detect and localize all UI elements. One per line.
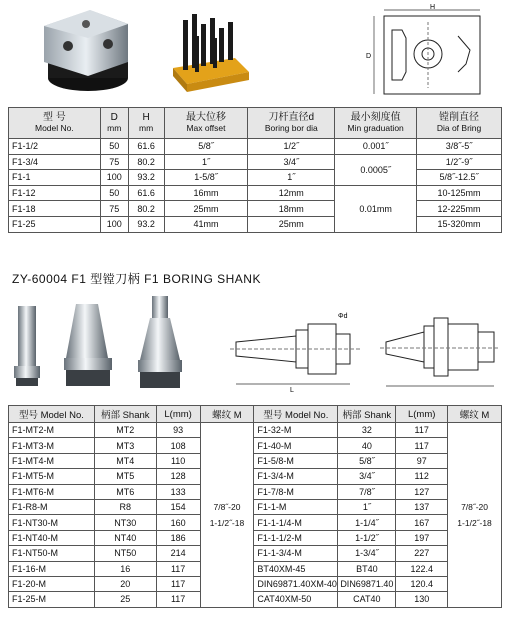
shank-cell: 1-3/4˝ bbox=[338, 546, 396, 561]
col-l: L(mm) bbox=[396, 406, 448, 423]
model-cell: F1-MT4-M bbox=[9, 453, 95, 468]
thread-cell: 7/8˝-20 1-1/2˝-18 bbox=[200, 423, 254, 608]
length-cell: 93 bbox=[156, 423, 200, 438]
length-cell: 117 bbox=[156, 592, 200, 607]
shank-cell: MT4 bbox=[94, 453, 156, 468]
col-shank: 柄部 Shank bbox=[94, 406, 156, 423]
shank-cell: MT6 bbox=[94, 484, 156, 499]
length-cell: 127 bbox=[396, 484, 448, 499]
length-cell: 117 bbox=[396, 438, 448, 453]
shank-cell: 20 bbox=[94, 576, 156, 591]
model-cell: F1-NT50-M bbox=[9, 546, 95, 561]
shank-cell: 1˝ bbox=[338, 499, 396, 514]
table-row bbox=[9, 546, 502, 561]
shank-cell: 25 bbox=[94, 592, 156, 607]
table-row bbox=[9, 469, 502, 484]
shank-cell: CAT40 bbox=[338, 592, 396, 607]
length-cell: 122.4 bbox=[396, 561, 448, 576]
model-cell: F1-1-1/2-M bbox=[254, 530, 338, 545]
boring-head-drawing bbox=[362, 2, 502, 102]
table-header-row bbox=[9, 108, 502, 139]
model-cell: BT40XM-45 bbox=[254, 561, 338, 576]
length-cell: 137 bbox=[396, 499, 448, 514]
length-cell: 112 bbox=[396, 469, 448, 484]
length-cell: 117 bbox=[156, 576, 200, 591]
boring-shank-spec-table bbox=[8, 405, 502, 608]
shank-cell: 7/8˝ bbox=[338, 484, 396, 499]
table-row: F1-25 100 93.2 41mm 25mm 15-320mm bbox=[9, 216, 502, 232]
model-cell: F1-32-M bbox=[254, 423, 338, 438]
table-row bbox=[9, 515, 502, 530]
model-cell: F1-16-M bbox=[9, 561, 95, 576]
model-cell: F1-MT5-M bbox=[9, 469, 95, 484]
model-cell: F1-R8-M bbox=[9, 499, 95, 514]
col-model: 型 号 Model No. bbox=[9, 108, 101, 139]
grad-cell: 0.01mm bbox=[335, 185, 417, 232]
length-cell: 167 bbox=[396, 515, 448, 530]
grad-cell: 0.001˝ bbox=[335, 139, 417, 155]
thread-cell: 7/8˝-20 1-1/2˝-18 bbox=[448, 423, 502, 608]
col-shank: 柄部 Shank bbox=[338, 406, 396, 423]
length-cell: 117 bbox=[396, 423, 448, 438]
length-cell: 130 bbox=[396, 592, 448, 607]
drawing-label-h: H bbox=[430, 4, 436, 11]
shank-drawing-nt bbox=[378, 302, 504, 396]
shank-cell: 40 bbox=[338, 438, 396, 453]
grad-cell: 0.0005˝ bbox=[335, 154, 417, 185]
shank-cell: MT3 bbox=[94, 438, 156, 453]
length-cell: 154 bbox=[156, 499, 200, 514]
length-cell: 186 bbox=[156, 530, 200, 545]
model-cell: F1-MT2-M bbox=[9, 423, 95, 438]
model-cell: CAT40XM-50 bbox=[254, 592, 338, 607]
shank-cell: MT2 bbox=[94, 423, 156, 438]
shank-cell: DIN69871.40 bbox=[338, 576, 396, 591]
model-cell: F1-NT40-M bbox=[9, 530, 95, 545]
table-row bbox=[9, 592, 502, 607]
model-cell: F1-7/8-M bbox=[254, 484, 338, 499]
model-cell: F1-5/8-M bbox=[254, 453, 338, 468]
table-row bbox=[9, 530, 502, 545]
table-row: F1-1 100 93.2 1-5/8˝ 1˝ 5/8˝-12.5˝ bbox=[9, 170, 502, 186]
model-cell: F1-3/4-M bbox=[254, 469, 338, 484]
shank-drawing-taper bbox=[226, 306, 368, 396]
table-row bbox=[9, 576, 502, 591]
col-h: H mm bbox=[128, 108, 164, 139]
model-cell: F1-40-M bbox=[254, 438, 338, 453]
shank-cell: 5/8˝ bbox=[338, 453, 396, 468]
shank-cell: 3/4˝ bbox=[338, 469, 396, 484]
table-row bbox=[9, 499, 502, 514]
length-cell: 160 bbox=[156, 515, 200, 530]
model-cell: F1-MT3-M bbox=[9, 438, 95, 453]
boring-head-spec-table bbox=[8, 107, 502, 233]
col-l: L(mm) bbox=[156, 406, 200, 423]
col-grad: 最小刻度值 Min graduation bbox=[335, 108, 417, 139]
drawing-label-d1: Φd bbox=[338, 313, 348, 320]
model-cell: F1-25-M bbox=[9, 592, 95, 607]
shank-cell: 16 bbox=[94, 561, 156, 576]
model-cell: DIN69871.40XM-40 bbox=[254, 576, 338, 591]
col-bore: 镗削直径 Dia of Bring bbox=[417, 108, 502, 139]
col-model: 型号 Model No. bbox=[9, 406, 95, 423]
shank-cell: MT5 bbox=[94, 469, 156, 484]
shank-cell: NT40 bbox=[94, 530, 156, 545]
length-cell: 110 bbox=[156, 453, 200, 468]
shank-cell: R8 bbox=[94, 499, 156, 514]
length-cell: 197 bbox=[396, 530, 448, 545]
boring-head-photo bbox=[30, 6, 140, 98]
model-cell: F1-1-1/4-M bbox=[254, 515, 338, 530]
length-cell: 97 bbox=[396, 453, 448, 468]
table-header-row bbox=[9, 406, 502, 423]
section-heading: ZY-60004 F1 型镗刀柄 F1 BORING SHANK bbox=[12, 272, 261, 286]
col-model: 型号 Model No. bbox=[254, 406, 338, 423]
col-bar: 刀杆直径d Boring bor dia bbox=[248, 108, 335, 139]
col-thread: 螺纹 M bbox=[448, 406, 502, 423]
length-cell: 227 bbox=[396, 546, 448, 561]
col-thread: 螺纹 M bbox=[200, 406, 254, 423]
table-row: F1-18 75 80.2 25mm 18mm 12-225mm bbox=[9, 201, 502, 217]
model-cell: F1-1-3/4-M bbox=[254, 546, 338, 561]
table-row bbox=[9, 438, 502, 453]
table-row bbox=[9, 453, 502, 468]
table-row bbox=[9, 484, 502, 499]
shank-cell: 1-1/4˝ bbox=[338, 515, 396, 530]
model-cell: F1-MT6-M bbox=[9, 484, 95, 499]
drawing-label-l: L bbox=[290, 387, 294, 394]
length-cell: 133 bbox=[156, 484, 200, 499]
length-cell: 108 bbox=[156, 438, 200, 453]
col-offset: 最大位移 Max offset bbox=[164, 108, 248, 139]
shank-cell: BT40 bbox=[338, 561, 396, 576]
model-cell: F1-20-M bbox=[9, 576, 95, 591]
table-row bbox=[9, 561, 502, 576]
table-row: F1-1/2 50 61.6 5/8˝ 1/2˝ 0.001˝ 3/8˝-5˝ bbox=[9, 139, 502, 155]
model-cell: F1-1-M bbox=[254, 499, 338, 514]
table-row: F1-3/4 75 80.2 1˝ 3/4˝ 0.0005˝ 1/2˝-9˝ bbox=[9, 154, 502, 170]
shank-cell: NT30 bbox=[94, 515, 156, 530]
shank-cell: 32 bbox=[338, 423, 396, 438]
shank-cell: NT50 bbox=[94, 546, 156, 561]
shank-cell: 1-1/2˝ bbox=[338, 530, 396, 545]
drawing-label-d: D bbox=[366, 53, 372, 60]
col-d: D mm bbox=[100, 108, 128, 139]
table-row bbox=[9, 423, 502, 438]
length-cell: 214 bbox=[156, 546, 200, 561]
model-cell: F1-NT30-M bbox=[9, 515, 95, 530]
table-row: F1-12 50 61.6 16mm 12mm 0.01mm 10-125mm bbox=[9, 185, 502, 201]
length-cell: 128 bbox=[156, 469, 200, 484]
shank-photos bbox=[4, 292, 214, 397]
tool-set-photo bbox=[165, 6, 255, 96]
length-cell: 117 bbox=[156, 561, 200, 576]
length-cell: 120.4 bbox=[396, 576, 448, 591]
